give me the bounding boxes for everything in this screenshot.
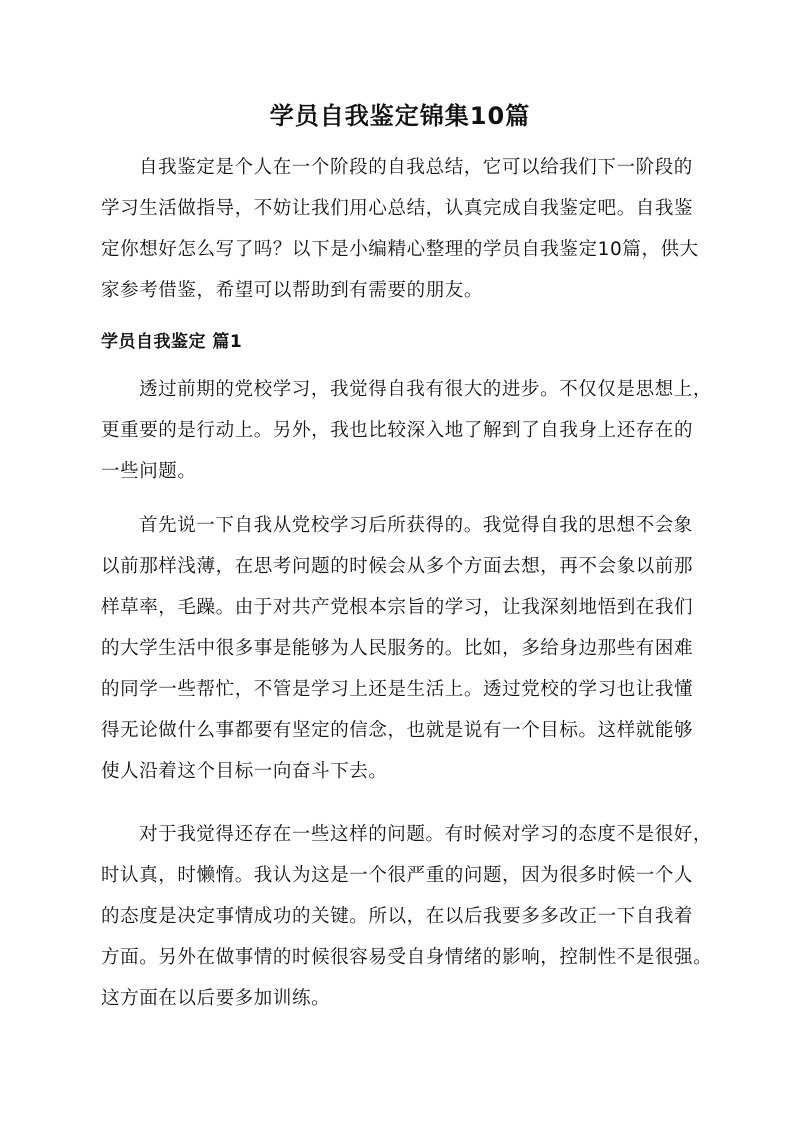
paragraph-line: 对于我觉得还存在一些这样的问题。有时候对学习的态度不是很好，: [139, 824, 713, 845]
paragraph-line: 使人沿着这个目标一向奋斗下去。: [101, 761, 388, 782]
paragraph-line: 得无论做什么事都要有坚定的信念，也就是说有一个目标。这样就能够: [101, 720, 694, 741]
body-paragraph-2: [101, 505, 706, 792]
paragraph-line: 这方面在以后要多加训练。: [101, 988, 331, 1009]
paragraph-line: 时认真，时懒惰。我认为这是一个很严重的问题，因为很多时候一个人: [101, 865, 694, 886]
paragraph-line: 一些问题。: [101, 461, 197, 482]
document-title: 学员自我鉴定锦集10篇: [269, 102, 531, 130]
paragraph-line: 方面。另外在做事情的时候很容易受自身情绪的影响，控制性不是很强。: [101, 947, 713, 968]
paragraph-line: 的大学生活中很多事是能够为人民服务的。比如，多给身边那些有困难: [101, 638, 694, 659]
paragraph-line: 更重要的是行动上。另外，我也比较深入地了解到了自我身上还存在的: [101, 420, 694, 441]
paragraph-line: 样草率，毛躁。由于对共产党根本宗旨的学习，让我深刻地悟到在我们: [101, 597, 694, 618]
paragraph-line: 自我鉴定是个人在一个阶段的自我总结，它可以给我们下一阶段的: [139, 157, 693, 178]
intro-paragraph: [101, 147, 706, 311]
paragraph-line: 的态度是决定事情成功的关键。所以，在以后我要多多改正一下自我着: [101, 906, 694, 927]
paragraph-line: 家参考借鉴，希望可以帮助到有需要的朋友。: [101, 280, 484, 301]
paragraph-line: 定你想好怎么写了吗？以下是小编精心整理的学员自我鉴定10篇，供大: [101, 239, 699, 260]
paragraph-line: 以前那样浅薄，在思考问题的时候会从多个方面去想，再不会象以前那: [101, 556, 694, 577]
paragraph-line: 学习生活做指导，不妨让我们用心总结，认真完成自我鉴定吧。自我鉴: [101, 198, 694, 219]
paragraph-line: 透过前期的党校学习，我觉得自我有很大的进步。不仅仅是思想上，: [139, 379, 713, 400]
paragraph-line: 首先说一下自我从党校学习后所获得的。我觉得自我的思想不会象: [139, 515, 693, 536]
paragraph-line: 的同学一些帮忙，不管是学习上还是生活上。透过党校的学习也让我懂: [101, 679, 694, 700]
section-heading: 学员自我鉴定 篇1: [101, 332, 243, 352]
body-paragraph-3: [101, 814, 713, 1019]
body-paragraph-1: [101, 369, 713, 492]
